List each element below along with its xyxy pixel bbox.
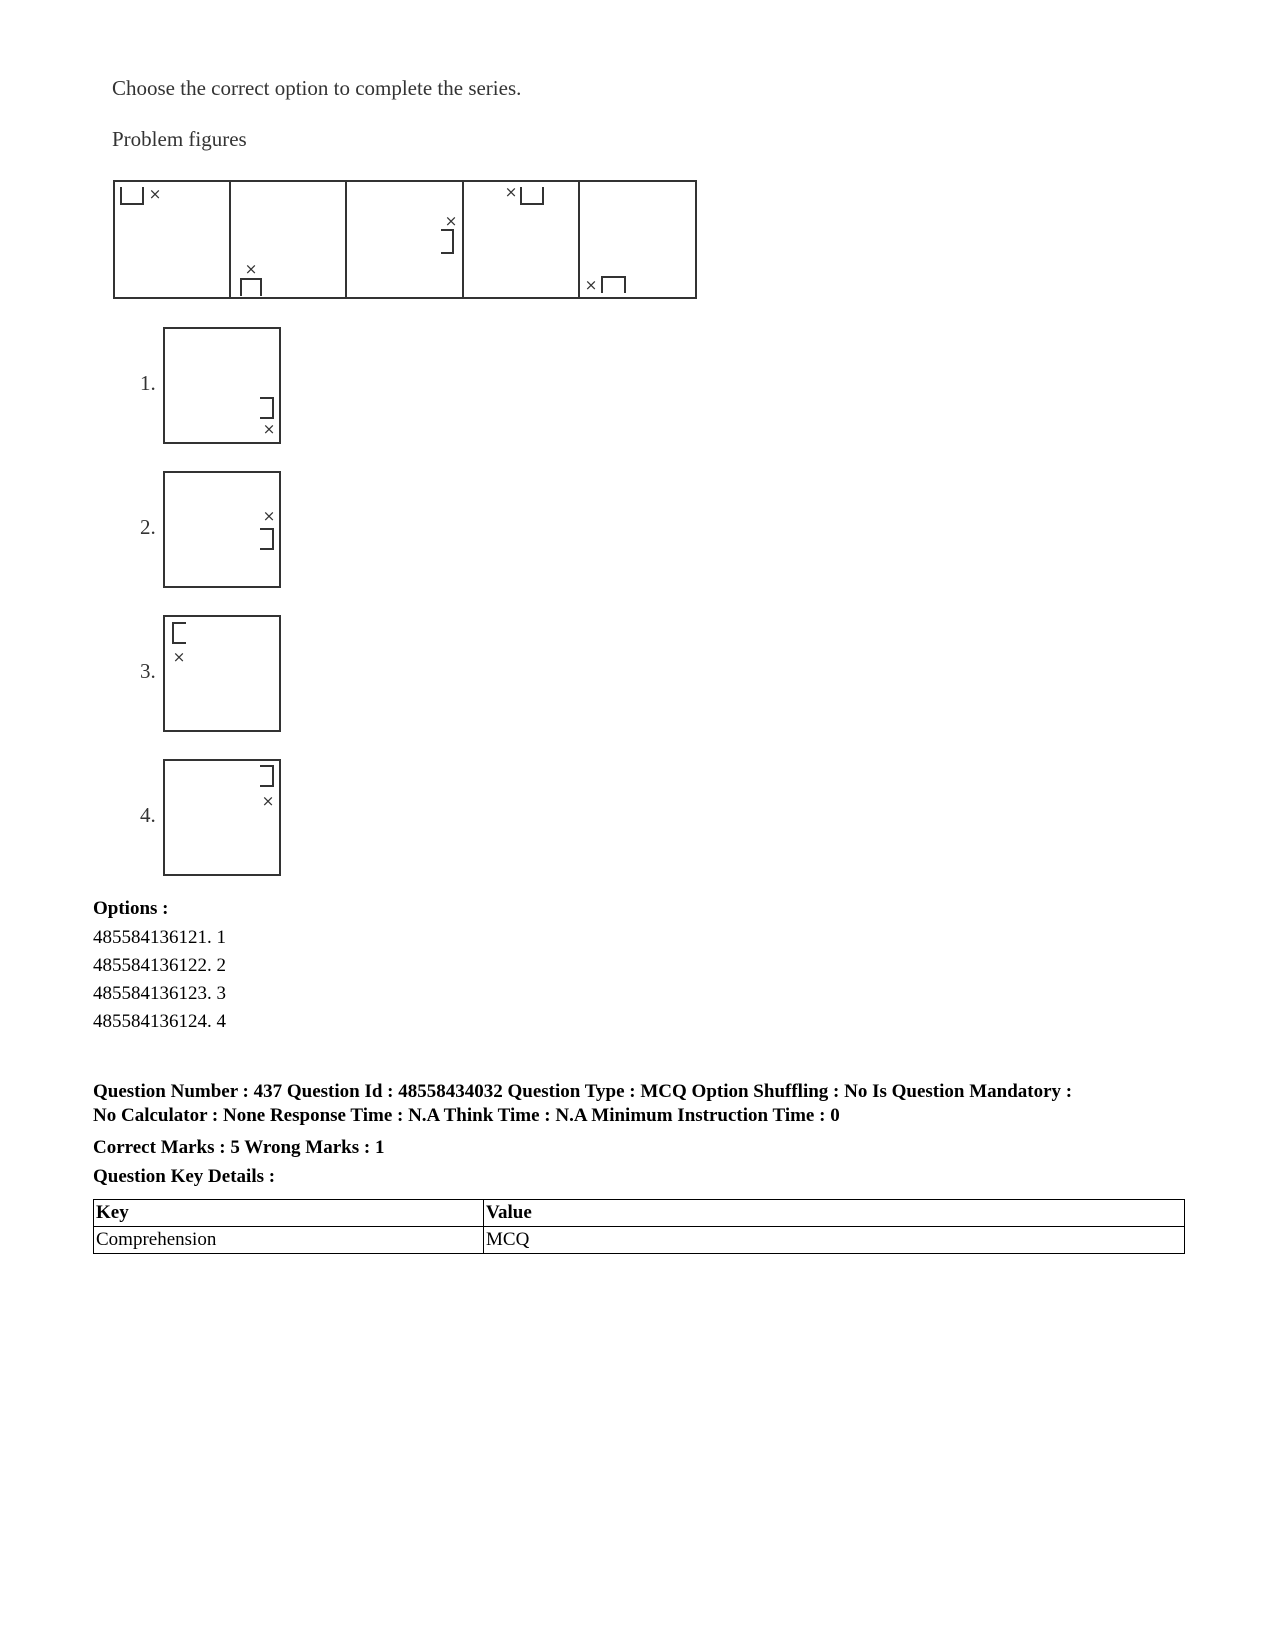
bracket-shape xyxy=(260,529,273,549)
answer-figure-label: 4. xyxy=(140,803,156,827)
problem-figure-1-frame xyxy=(114,181,230,298)
cross-icon: × xyxy=(444,212,458,230)
answer-figure-3-frame xyxy=(164,616,280,731)
problem-figure-2-frame xyxy=(230,181,346,298)
meta-line-2: No Calculator : None Response Time : N.A Think Time : N.A Minimum Instruction Time : 0 xyxy=(93,1105,840,1126)
option-item[interactable]: 485584136124. 4 xyxy=(93,1011,226,1032)
table-row xyxy=(94,1227,1185,1254)
cross-icon: × xyxy=(262,420,276,438)
options-heading: Options : xyxy=(93,898,169,919)
meta-line-1: Question Number : 437 Question Id : 48558434032 Question Type : MCQ Option Shuffling : No Is Question Mandatory : xyxy=(93,1081,1073,1102)
key-details-table xyxy=(93,1199,1185,1254)
question-instruction: Choose the correct option to complete the series. xyxy=(112,76,522,100)
answer-figure-label: 2. xyxy=(140,515,156,539)
bracket-shape xyxy=(260,766,273,786)
bracket-shape xyxy=(260,398,273,418)
table-header-row xyxy=(94,1200,1185,1227)
bracket-shape xyxy=(121,187,143,204)
table-cell-value: MCQ xyxy=(484,1227,1185,1254)
cross-icon: × xyxy=(261,792,275,810)
cross-icon: × xyxy=(172,648,186,666)
cross-icon: × xyxy=(244,260,258,278)
bracket-shape xyxy=(173,623,186,643)
table-header-value: Value xyxy=(484,1200,1185,1227)
options-list xyxy=(93,924,226,1036)
bracket-shape xyxy=(241,279,261,296)
bracket-shape xyxy=(521,187,543,204)
cross-icon: × xyxy=(148,185,162,203)
option-item[interactable]: 485584136123. 3 xyxy=(93,983,226,1004)
table-cell-key: Comprehension xyxy=(94,1227,484,1254)
bracket-shape xyxy=(602,277,625,293)
question-meta xyxy=(93,1080,1193,1128)
answer-figure-label: 1. xyxy=(140,371,156,395)
marks-line: Correct Marks : 5 Wrong Marks : 1 xyxy=(93,1137,385,1158)
table-header-key: Key xyxy=(94,1200,484,1227)
option-item[interactable]: 485584136121. 1 xyxy=(93,927,226,948)
option-item[interactable]: 485584136122. 2 xyxy=(93,955,226,976)
cross-icon: × xyxy=(504,183,518,201)
cross-icon: × xyxy=(262,507,276,525)
key-details-heading: Question Key Details : xyxy=(93,1166,276,1187)
cross-icon: × xyxy=(584,276,598,294)
answer-figure-label: 3. xyxy=(140,659,156,683)
problem-figure-3-frame xyxy=(346,181,463,298)
answer-figure-4-frame xyxy=(164,760,280,875)
bracket-shape xyxy=(441,230,453,253)
problem-figures-label: Problem figures xyxy=(112,127,247,151)
